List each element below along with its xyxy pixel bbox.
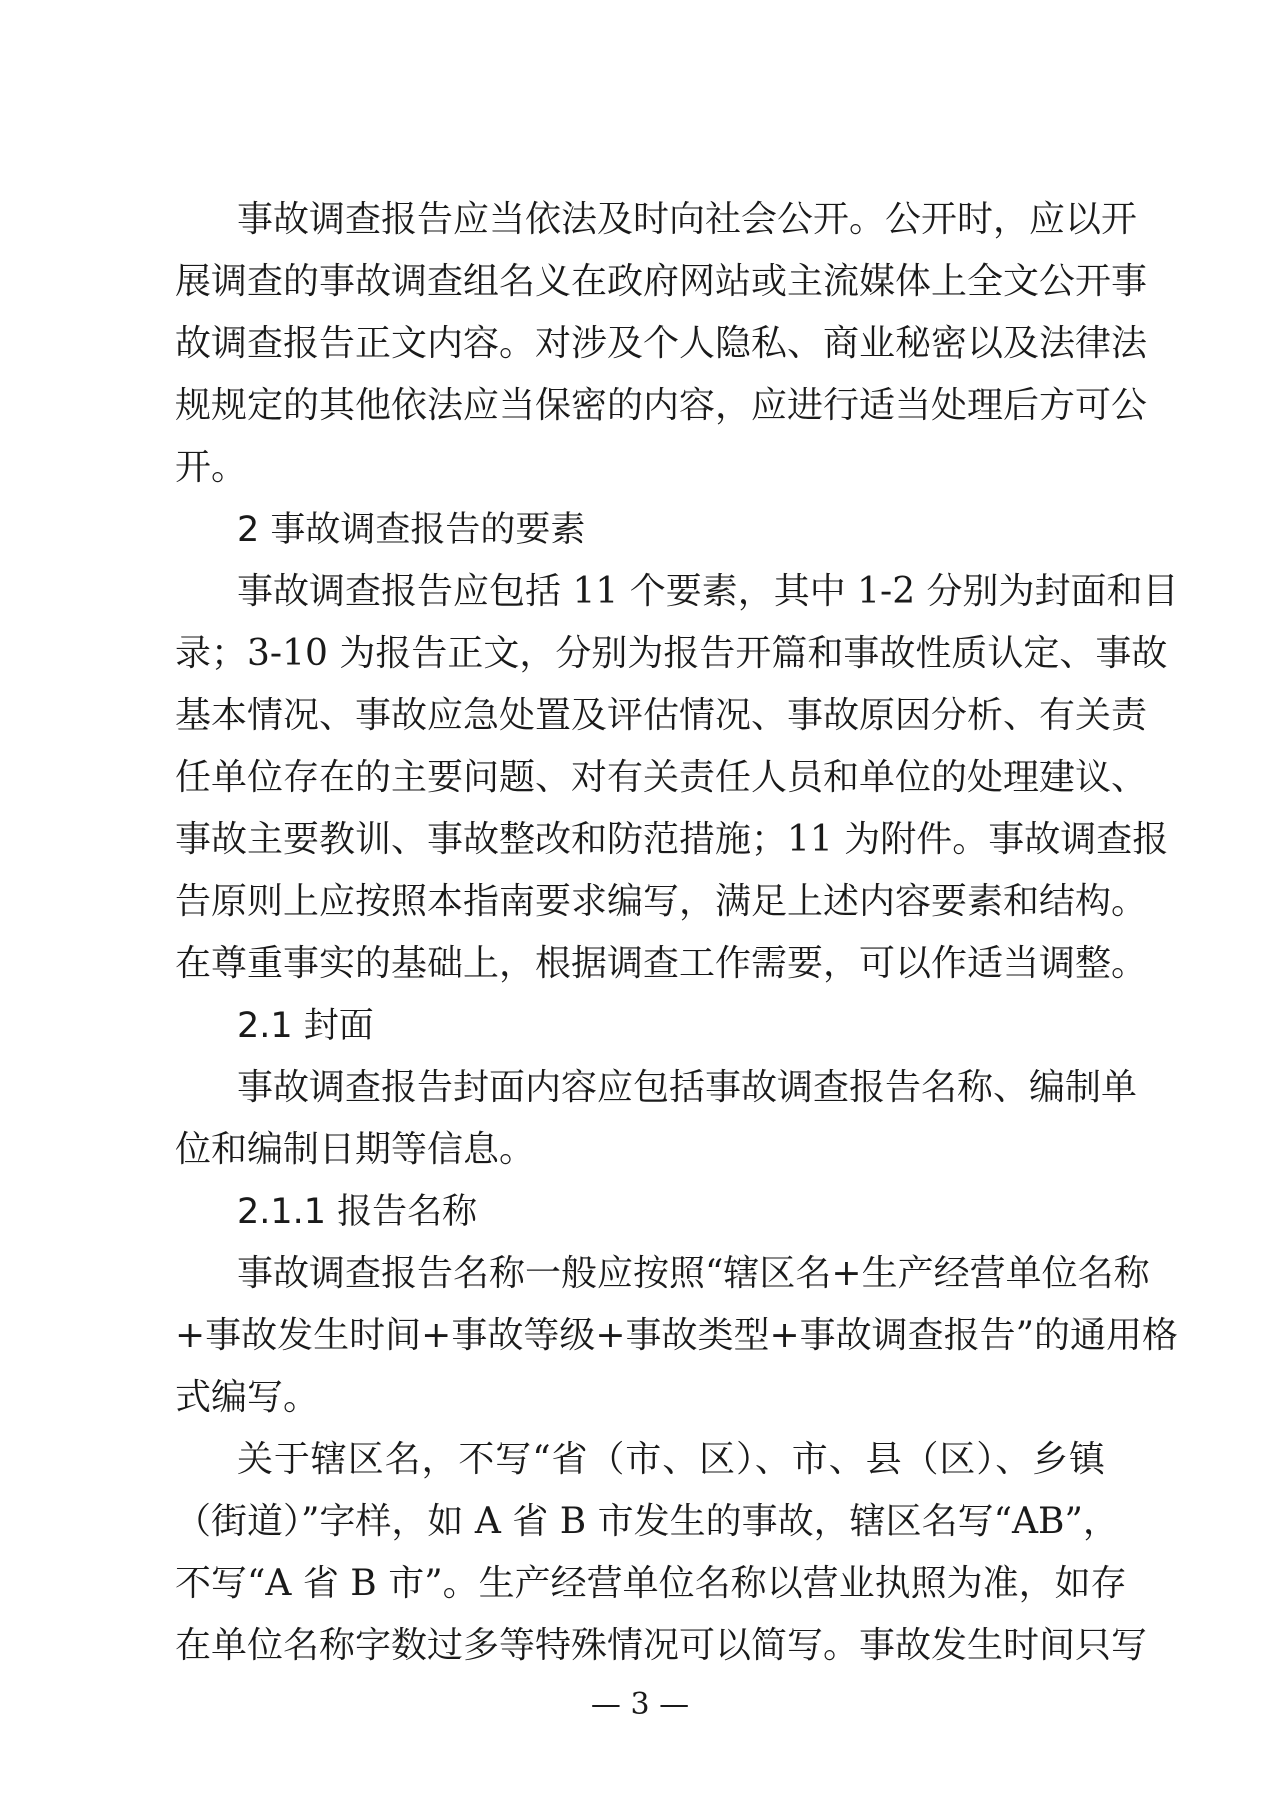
paragraph-1-line-2: 展调查的事故调查组名义在政府网站或主流媒体上全文公开事 — [175, 261, 1148, 302]
paragraph-3-line-2: 位和编制日期等信息。 — [175, 1129, 536, 1170]
paragraph-2-line-1: 事故调查报告应包括 11 个要素，其中 1-2 分别为封面和目 — [237, 571, 1179, 612]
paragraph-1-line-4: 规规定的其他依法应当保密的内容，应进行适当处理后方可公 — [175, 385, 1148, 426]
paragraph-4-line-2: +事故发生时间+事故等级+事故类型+事故调查报告”的通用格 — [175, 1315, 1179, 1356]
paragraph-2-line-7: 在尊重事实的基础上，根据调查工作需要，可以作适当调整。 — [175, 943, 1148, 984]
paragraph-1-line-3: 故调查报告正文内容。对涉及个人隐私、商业秘密以及法律法 — [175, 323, 1148, 364]
paragraph-3-line-1: 事故调查报告封面内容应包括事故调查报告名称、编制单 — [237, 1067, 1138, 1108]
paragraph-5-line-4: 在单位名称字数过多等特殊情况可以简写。事故发生时间只写 — [175, 1625, 1148, 1666]
paragraph-5-line-2: （街道）”字样，如 A 省 B 市发生的事故，辖区名写“AB”， — [175, 1501, 1119, 1542]
paragraph-4-line-3: 式编写。 — [175, 1377, 320, 1418]
paragraph-2-line-5: 事故主要教训、事故整改和防范措施；11 为附件。事故调查报 — [175, 819, 1169, 860]
paragraph-4-line-1: 事故调查报告名称一般应按照“辖区名+生产经营单位名称 — [237, 1253, 1150, 1294]
paragraph-1-line-5: 开。 — [175, 447, 248, 488]
page-number: — 3 — — [590, 1687, 690, 1722]
section-heading-2-1-1: 2.1.1 报告名称 — [237, 1192, 478, 1232]
section-heading-2-1: 2.1 封面 — [237, 1006, 374, 1046]
paragraph-5-line-3: 不写“A 省 B 市”。生产经营单位名称以营业执照为准，如存 — [175, 1563, 1127, 1604]
paragraph-2-line-6: 告原则上应按照本指南要求编写，满足上述内容要素和结构。 — [175, 881, 1148, 922]
section-heading-2: 2 事故调查报告的要素 — [237, 510, 586, 550]
paragraph-1-line-1: 事故调查报告应当依法及时向社会公开。公开时，应以开 — [237, 199, 1138, 240]
paragraph-2-line-3: 基本情况、事故应急处置及评估情况、事故原因分析、有关责 — [175, 695, 1148, 736]
paragraph-5-line-1: 关于辖区名，不写“省（市、区）、市、县（区）、乡镇 — [237, 1439, 1105, 1480]
paragraph-2-line-2: 录；3-10 为报告正文，分别为报告开篇和事故性质认定、事故 — [175, 633, 1168, 674]
paragraph-2-line-4: 任单位存在的主要问题、对有关责任人员和单位的处理建议、 — [175, 757, 1148, 798]
